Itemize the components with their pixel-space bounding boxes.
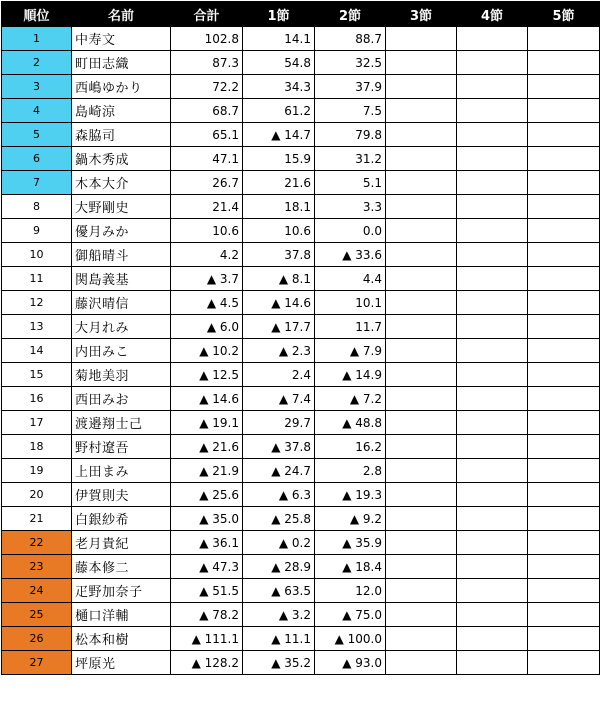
header-section-1: 1節 xyxy=(243,2,315,27)
section-3-cell xyxy=(386,219,457,243)
table-row xyxy=(2,627,600,651)
player-name-cell: 内田みこ xyxy=(72,339,171,363)
total-cell: 68.7 xyxy=(171,99,243,123)
section-2-cell: 3.3 xyxy=(315,195,386,219)
rank-cell: 11 xyxy=(2,267,72,291)
section-2-cell: ▲ 7.9 xyxy=(315,339,386,363)
section-2-cell: 31.2 xyxy=(315,147,386,171)
section-2-cell: 2.8 xyxy=(315,459,386,483)
section-4-cell xyxy=(457,51,528,75)
player-name-cell: 菊地美羽 xyxy=(72,363,171,387)
section-2-cell: 37.9 xyxy=(315,75,386,99)
section-2-cell: ▲ 35.9 xyxy=(315,531,386,555)
player-name-cell: 大野剛史 xyxy=(72,195,171,219)
player-name-cell: 坪原光 xyxy=(72,651,171,675)
section-5-cell xyxy=(528,195,600,219)
section-2-cell: 16.2 xyxy=(315,435,386,459)
section-1-cell: 29.7 xyxy=(243,411,315,435)
total-cell: ▲ 25.6 xyxy=(171,483,243,507)
section-1-cell: ▲ 14.7 xyxy=(243,123,315,147)
total-cell: ▲ 51.5 xyxy=(171,579,243,603)
rank-cell: 25 xyxy=(2,603,72,627)
total-cell: ▲ 10.2 xyxy=(171,339,243,363)
section-4-cell xyxy=(457,507,528,531)
section-1-cell: ▲ 11.1 xyxy=(243,627,315,651)
section-5-cell xyxy=(528,387,600,411)
section-2-cell: ▲ 93.0 xyxy=(315,651,386,675)
section-3-cell xyxy=(386,315,457,339)
section-5-cell xyxy=(528,27,600,51)
total-cell: 72.2 xyxy=(171,75,243,99)
rank-cell: 4 xyxy=(2,99,72,123)
section-1-cell: ▲ 3.2 xyxy=(243,603,315,627)
section-2-cell: ▲ 48.8 xyxy=(315,411,386,435)
player-name-cell: 老月貴紀 xyxy=(72,531,171,555)
total-cell: 10.6 xyxy=(171,219,243,243)
table-row xyxy=(2,51,600,75)
player-name-cell: 上田まみ xyxy=(72,459,171,483)
total-cell: ▲ 6.0 xyxy=(171,315,243,339)
section-5-cell xyxy=(528,171,600,195)
section-4-cell xyxy=(457,363,528,387)
section-1-cell: ▲ 8.1 xyxy=(243,267,315,291)
table-row xyxy=(2,483,600,507)
table-row xyxy=(2,507,600,531)
section-1-cell: 61.2 xyxy=(243,99,315,123)
section-4-cell xyxy=(457,579,528,603)
total-cell: ▲ 21.9 xyxy=(171,459,243,483)
section-4-cell xyxy=(457,387,528,411)
section-3-cell xyxy=(386,483,457,507)
player-name-cell: 野村遼吾 xyxy=(72,435,171,459)
table-row xyxy=(2,75,600,99)
player-name-cell: 鍋木秀成 xyxy=(72,147,171,171)
header-name: 名前 xyxy=(72,2,171,27)
section-3-cell xyxy=(386,507,457,531)
section-3-cell xyxy=(386,147,457,171)
section-3-cell xyxy=(386,363,457,387)
table-row xyxy=(2,99,600,123)
player-name-cell: 渡邉翔士己 xyxy=(72,411,171,435)
rank-cell: 18 xyxy=(2,435,72,459)
section-2-cell: ▲ 19.3 xyxy=(315,483,386,507)
section-3-cell xyxy=(386,51,457,75)
section-2-cell: 5.1 xyxy=(315,171,386,195)
section-5-cell xyxy=(528,147,600,171)
table-row xyxy=(2,123,600,147)
section-3-cell xyxy=(386,627,457,651)
table-row xyxy=(2,411,600,435)
player-name-cell: 関島義基 xyxy=(72,267,171,291)
rank-cell: 16 xyxy=(2,387,72,411)
player-name-cell: 御船晴斗 xyxy=(72,243,171,267)
section-3-cell xyxy=(386,171,457,195)
table-row xyxy=(2,579,600,603)
section-3-cell xyxy=(386,411,457,435)
section-4-cell xyxy=(457,627,528,651)
section-4-cell xyxy=(457,531,528,555)
rank-cell: 8 xyxy=(2,195,72,219)
section-2-cell: ▲ 14.9 xyxy=(315,363,386,387)
section-1-cell: 54.8 xyxy=(243,51,315,75)
player-name-cell: 藤沢晴信 xyxy=(72,291,171,315)
header-section-5: 5節 xyxy=(528,2,600,27)
section-5-cell xyxy=(528,435,600,459)
table-row xyxy=(2,315,600,339)
section-4-cell xyxy=(457,291,528,315)
section-5-cell xyxy=(528,315,600,339)
section-4-cell xyxy=(457,483,528,507)
player-name-cell: 疋野加奈子 xyxy=(72,579,171,603)
rank-cell: 13 xyxy=(2,315,72,339)
total-cell: 102.8 xyxy=(171,27,243,51)
section-1-cell: ▲ 25.8 xyxy=(243,507,315,531)
total-cell: ▲ 4.5 xyxy=(171,291,243,315)
table-row xyxy=(2,219,600,243)
section-1-cell: ▲ 7.4 xyxy=(243,387,315,411)
section-5-cell xyxy=(528,555,600,579)
section-3-cell xyxy=(386,99,457,123)
header-rank: 順位 xyxy=(2,2,72,27)
rank-cell: 17 xyxy=(2,411,72,435)
section-5-cell xyxy=(528,75,600,99)
section-2-cell: ▲ 18.4 xyxy=(315,555,386,579)
rank-cell: 19 xyxy=(2,459,72,483)
player-name-cell: 大月れみ xyxy=(72,315,171,339)
rank-cell: 7 xyxy=(2,171,72,195)
section-5-cell xyxy=(528,339,600,363)
section-3-cell xyxy=(386,579,457,603)
header-section-3: 3節 xyxy=(386,2,457,27)
section-4-cell xyxy=(457,411,528,435)
rank-cell: 23 xyxy=(2,555,72,579)
section-3-cell xyxy=(386,603,457,627)
total-cell: 87.3 xyxy=(171,51,243,75)
section-2-cell: 0.0 xyxy=(315,219,386,243)
section-1-cell: 14.1 xyxy=(243,27,315,51)
section-1-cell: 18.1 xyxy=(243,195,315,219)
rank-cell: 20 xyxy=(2,483,72,507)
section-3-cell xyxy=(386,195,457,219)
section-4-cell xyxy=(457,27,528,51)
section-4-cell xyxy=(457,315,528,339)
total-cell: ▲ 78.2 xyxy=(171,603,243,627)
section-1-cell: ▲ 0.2 xyxy=(243,531,315,555)
header-total: 合計 xyxy=(171,2,243,27)
section-5-cell xyxy=(528,51,600,75)
section-5-cell xyxy=(528,627,600,651)
rank-cell: 27 xyxy=(2,651,72,675)
section-2-cell: ▲ 7.2 xyxy=(315,387,386,411)
section-2-cell: ▲ 75.0 xyxy=(315,603,386,627)
section-1-cell: ▲ 63.5 xyxy=(243,579,315,603)
rank-cell: 2 xyxy=(2,51,72,75)
rank-cell: 1 xyxy=(2,27,72,51)
section-5-cell xyxy=(528,267,600,291)
table-row xyxy=(2,195,600,219)
player-name-cell: 優月みか xyxy=(72,219,171,243)
section-4-cell xyxy=(457,339,528,363)
player-name-cell: 西田みお xyxy=(72,387,171,411)
header-row xyxy=(2,2,600,27)
section-5-cell xyxy=(528,531,600,555)
section-4-cell xyxy=(457,99,528,123)
player-name-cell: 伊賀則夫 xyxy=(72,483,171,507)
table-row xyxy=(2,27,600,51)
section-1-cell: ▲ 6.3 xyxy=(243,483,315,507)
rank-cell: 26 xyxy=(2,627,72,651)
section-5-cell xyxy=(528,243,600,267)
table-row xyxy=(2,171,600,195)
section-2-cell: ▲ 33.6 xyxy=(315,243,386,267)
table-row xyxy=(2,291,600,315)
section-2-cell: 88.7 xyxy=(315,27,386,51)
section-4-cell xyxy=(457,435,528,459)
total-cell: 65.1 xyxy=(171,123,243,147)
section-5-cell xyxy=(528,291,600,315)
rank-cell: 14 xyxy=(2,339,72,363)
section-5-cell xyxy=(528,363,600,387)
table-row xyxy=(2,363,600,387)
total-cell: 21.4 xyxy=(171,195,243,219)
total-cell: 4.2 xyxy=(171,243,243,267)
total-cell: 26.7 xyxy=(171,171,243,195)
section-5-cell xyxy=(528,651,600,675)
total-cell: ▲ 47.3 xyxy=(171,555,243,579)
section-4-cell xyxy=(457,555,528,579)
player-name-cell: 藤本修二 xyxy=(72,555,171,579)
section-3-cell xyxy=(386,75,457,99)
section-2-cell: 12.0 xyxy=(315,579,386,603)
section-1-cell: 10.6 xyxy=(243,219,315,243)
section-3-cell xyxy=(386,555,457,579)
section-4-cell xyxy=(457,123,528,147)
table-row xyxy=(2,435,600,459)
table-row xyxy=(2,387,600,411)
table-row xyxy=(2,555,600,579)
section-4-cell xyxy=(457,219,528,243)
player-name-cell: 町田志織 xyxy=(72,51,171,75)
section-4-cell xyxy=(457,147,528,171)
total-cell: ▲ 19.1 xyxy=(171,411,243,435)
section-1-cell: 2.4 xyxy=(243,363,315,387)
section-3-cell xyxy=(386,291,457,315)
section-5-cell xyxy=(528,411,600,435)
table-row xyxy=(2,603,600,627)
section-5-cell xyxy=(528,219,600,243)
player-name-cell: 島崎涼 xyxy=(72,99,171,123)
rank-cell: 5 xyxy=(2,123,72,147)
section-1-cell: 21.6 xyxy=(243,171,315,195)
table-row xyxy=(2,243,600,267)
rank-cell: 15 xyxy=(2,363,72,387)
total-cell: ▲ 128.2 xyxy=(171,651,243,675)
section-1-cell: 37.8 xyxy=(243,243,315,267)
section-3-cell xyxy=(386,339,457,363)
section-3-cell xyxy=(386,651,457,675)
player-name-cell: 木本大介 xyxy=(72,171,171,195)
section-3-cell xyxy=(386,459,457,483)
total-cell: ▲ 12.5 xyxy=(171,363,243,387)
section-5-cell xyxy=(528,579,600,603)
section-2-cell: ▲ 100.0 xyxy=(315,627,386,651)
total-cell: ▲ 35.0 xyxy=(171,507,243,531)
table-row xyxy=(2,339,600,363)
section-4-cell xyxy=(457,195,528,219)
section-1-cell: ▲ 17.7 xyxy=(243,315,315,339)
player-name-cell: 松本和樹 xyxy=(72,627,171,651)
total-cell: ▲ 21.6 xyxy=(171,435,243,459)
player-name-cell: 中寿文 xyxy=(72,27,171,51)
section-4-cell xyxy=(457,171,528,195)
section-4-cell xyxy=(457,651,528,675)
player-name-cell: 樋口洋輔 xyxy=(72,603,171,627)
section-2-cell: 11.7 xyxy=(315,315,386,339)
table-row xyxy=(2,267,600,291)
table-row xyxy=(2,147,600,171)
rank-cell: 12 xyxy=(2,291,72,315)
header-section-2: 2節 xyxy=(315,2,386,27)
section-5-cell xyxy=(528,99,600,123)
section-1-cell: ▲ 28.9 xyxy=(243,555,315,579)
section-5-cell xyxy=(528,459,600,483)
player-name-cell: 森脇司 xyxy=(72,123,171,147)
section-2-cell: 4.4 xyxy=(315,267,386,291)
section-3-cell xyxy=(386,267,457,291)
rank-cell: 24 xyxy=(2,579,72,603)
section-4-cell xyxy=(457,243,528,267)
total-cell: ▲ 111.1 xyxy=(171,627,243,651)
table-row xyxy=(2,651,600,675)
total-cell: ▲ 36.1 xyxy=(171,531,243,555)
total-cell: ▲ 14.6 xyxy=(171,387,243,411)
section-3-cell xyxy=(386,27,457,51)
rank-cell: 22 xyxy=(2,531,72,555)
section-2-cell: ▲ 9.2 xyxy=(315,507,386,531)
section-5-cell xyxy=(528,507,600,531)
standings-table xyxy=(1,1,600,675)
section-3-cell xyxy=(386,243,457,267)
total-cell: ▲ 3.7 xyxy=(171,267,243,291)
section-1-cell: ▲ 35.2 xyxy=(243,651,315,675)
header-section-4: 4節 xyxy=(457,2,528,27)
section-3-cell xyxy=(386,531,457,555)
rank-cell: 10 xyxy=(2,243,72,267)
rank-cell: 21 xyxy=(2,507,72,531)
section-4-cell xyxy=(457,267,528,291)
section-1-cell: 15.9 xyxy=(243,147,315,171)
section-1-cell: ▲ 14.6 xyxy=(243,291,315,315)
table-row xyxy=(2,531,600,555)
section-3-cell xyxy=(386,123,457,147)
rank-cell: 6 xyxy=(2,147,72,171)
total-cell: 47.1 xyxy=(171,147,243,171)
rank-cell: 9 xyxy=(2,219,72,243)
section-4-cell xyxy=(457,75,528,99)
section-1-cell: ▲ 37.8 xyxy=(243,435,315,459)
section-5-cell xyxy=(528,603,600,627)
table-row xyxy=(2,459,600,483)
section-2-cell: 10.1 xyxy=(315,291,386,315)
section-3-cell xyxy=(386,387,457,411)
section-2-cell: 32.5 xyxy=(315,51,386,75)
rank-cell: 3 xyxy=(2,75,72,99)
section-1-cell: ▲ 24.7 xyxy=(243,459,315,483)
section-4-cell xyxy=(457,603,528,627)
section-1-cell: ▲ 2.3 xyxy=(243,339,315,363)
section-2-cell: 79.8 xyxy=(315,123,386,147)
player-name-cell: 白銀紗希 xyxy=(72,507,171,531)
section-2-cell: 7.5 xyxy=(315,99,386,123)
section-5-cell xyxy=(528,483,600,507)
section-5-cell xyxy=(528,123,600,147)
section-1-cell: 34.3 xyxy=(243,75,315,99)
section-4-cell xyxy=(457,459,528,483)
player-name-cell: 西嶋ゆかり xyxy=(72,75,171,99)
section-3-cell xyxy=(386,435,457,459)
